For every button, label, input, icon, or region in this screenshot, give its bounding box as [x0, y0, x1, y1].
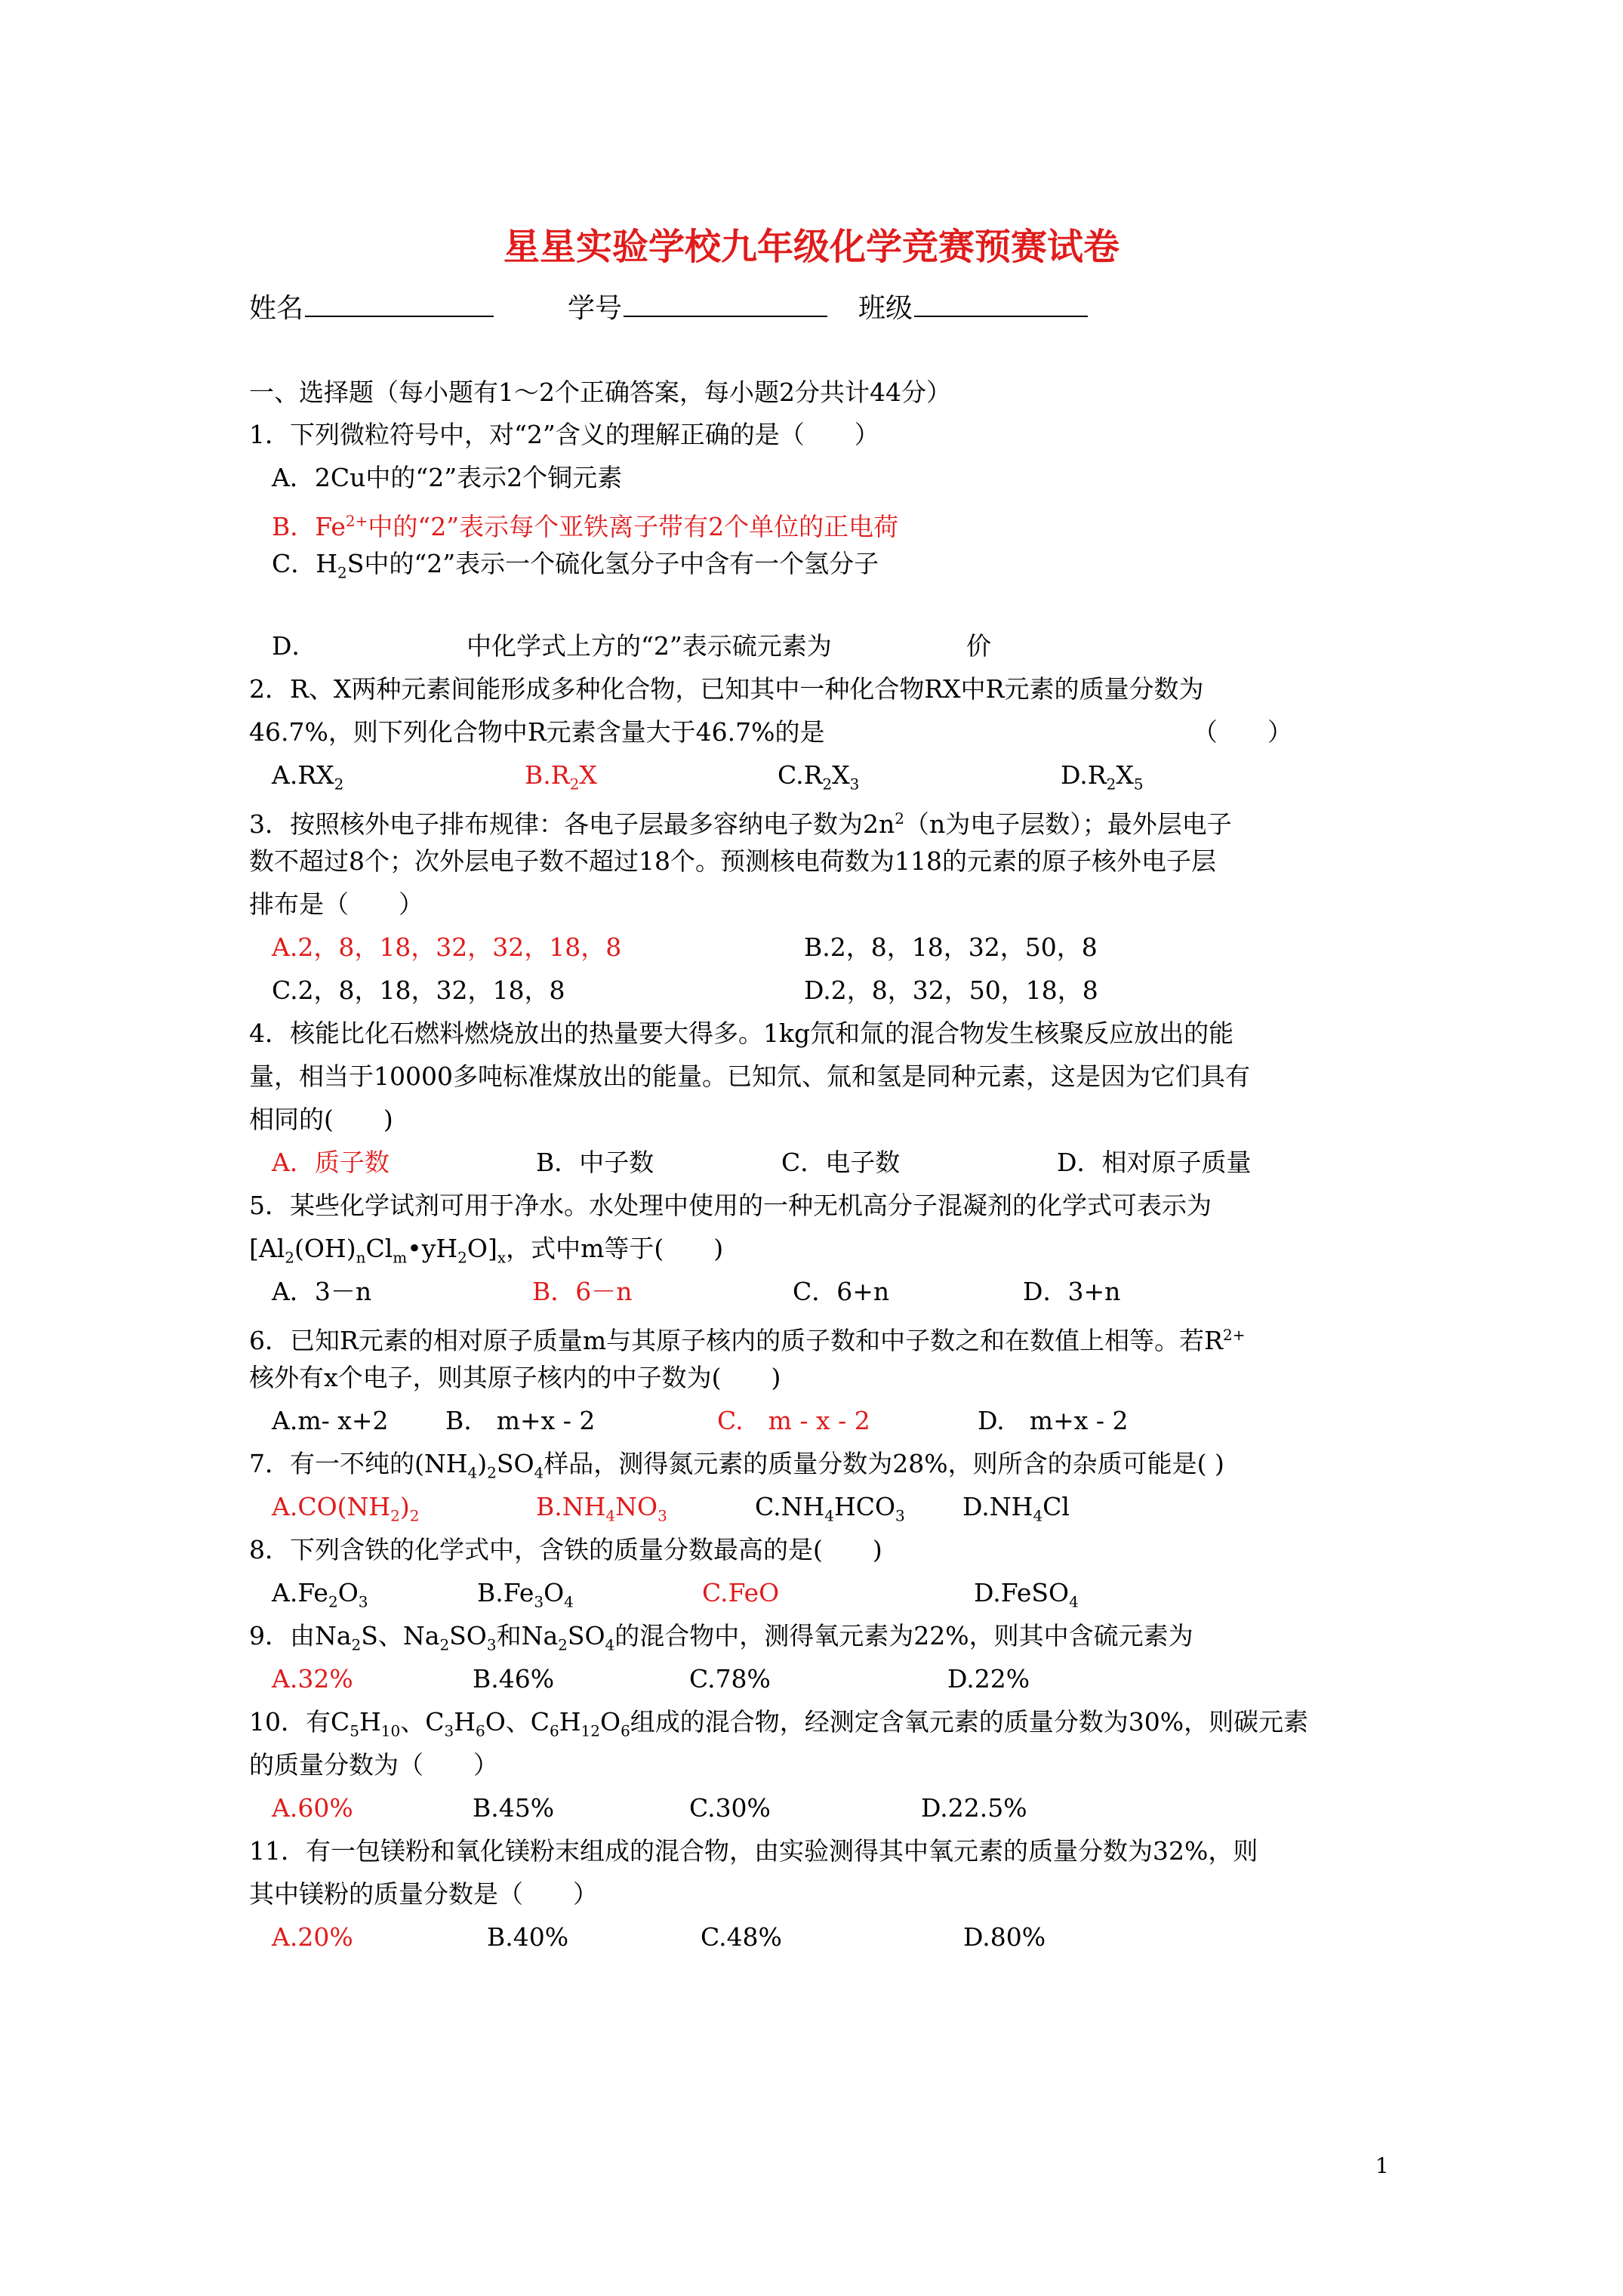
question-6-stem-line2: 核外有x个电子，则其原子核内的中子数为( ) — [249, 1363, 781, 1392]
question-6-option-d: D. m+x - 2 — [978, 1406, 1129, 1435]
question-4-option-a: A．质子数 — [272, 1148, 390, 1177]
question-9-stem: 9．由$Na_2S$、$Na_2SO_3$和$Na_2SO_4$的混合物中，测得氧元素为22%，则其中含硫元素为 — [249, 1621, 1193, 1654]
question-2-answer-paren: （ ） — [1193, 717, 1292, 747]
question-11-stem-line2: 其中镁粉的质量分数是（ ） — [249, 1879, 598, 1909]
name-blank[interactable] — [305, 288, 494, 317]
question-4-option-c: C．电子数 — [781, 1148, 901, 1177]
question-5-stem-line1: 5．某些化学试剂可用于净水。水处理中使用的一种无机高分子混凝剂的化学式可表示为 — [249, 1191, 1212, 1220]
class-label: 班级 — [858, 293, 913, 324]
question-1-option-b: B．$Fe^{2+}$中的“2”表示每个亚铁离子带有2个单位的正电荷 — [272, 512, 899, 541]
question-2-stem-line1: 2．R、X两种元素间能形成多种化合物，已知其中一种化合物RX中R元素的质量分数为 — [249, 674, 1204, 704]
question-4-option-b: B．中子数 — [536, 1148, 654, 1177]
question-3-stem-line1: 3．按照核外电子排布规律：各电子层最多容纳电子数为$2n^2(n$为电子层数）；最外层电子 — [249, 809, 1232, 839]
question-10-option-b: B.45% — [473, 1793, 555, 1823]
question-7-option-d: $D.NH_4Cl$ — [962, 1492, 1070, 1525]
question-11-option-d: D.80% — [963, 1922, 1046, 1952]
name-field[interactable] — [249, 287, 494, 325]
question-11-option-c: C.48% — [701, 1922, 782, 1952]
question-4-stem-line2: 量，相当于10000多吨标准煤放出的能量。已知氘、氚和氢是同种元素，这是因为它们具有 — [249, 1062, 1250, 1091]
question-6-option-c: C. m - x - 2 — [717, 1406, 870, 1435]
student-number-blank[interactable] — [624, 288, 827, 317]
question-9-option-a: A.32% — [272, 1664, 353, 1693]
question-4-stem-line3: 相同的( ) — [249, 1105, 393, 1134]
question-3-stem-line3: 排布是（ ） — [249, 889, 423, 919]
question-5-option-a: A．3－n — [272, 1277, 372, 1306]
question-3-option-a: A.2，8，18，32，32，18，8 — [272, 932, 622, 962]
question-2-option-a: $A.RX_2$ — [272, 760, 344, 794]
question-1-option-d-tail: 价 — [966, 631, 991, 661]
question-9-option-d: D.22% — [947, 1664, 1030, 1693]
question-11-option-b: B.40% — [487, 1922, 569, 1952]
page-number: 1 — [1375, 2153, 1389, 2178]
question-10-option-c: C.30% — [689, 1793, 771, 1823]
question-8-stem: 8．下列含铁的化学式中，含铁的质量分数最高的是( ) — [249, 1535, 882, 1564]
question-1-option-d-text: 中化学式上方的“2”表示硫元素为 — [467, 631, 832, 661]
question-5-option-b: B．6－n — [532, 1277, 633, 1306]
question-10-option-d: D.22.5% — [921, 1793, 1027, 1823]
question-2-option-b: $B.R_2X$ — [525, 760, 597, 794]
question-9-option-b: B.46% — [473, 1664, 555, 1693]
question-2-option-d: $D.R_2X_5$ — [1061, 760, 1144, 794]
question-7-option-b: $B.NH_4NO_3$ — [536, 1492, 667, 1525]
question-4-stem-line1: 4．核能比化石燃料燃烧放出的热量要大得多。1kg氘和氚的混合物发生核聚反应放出的能 — [249, 1019, 1234, 1048]
question-10-stem-line1: 10．有$C_5H_{10}$、$C_3H_6O$、$C_6H_{12}O_6$组成的混合物，经测定含氧元素的质量分数为30%，则碳元素 — [249, 1707, 1309, 1740]
student-number-label: 学号 — [568, 293, 623, 324]
question-1-option-d-label: D． — [272, 631, 317, 661]
question-4-option-d: D．相对原子质量 — [1057, 1148, 1252, 1177]
student-number-field[interactable] — [568, 287, 827, 325]
question-10-stem-line2: 的质量分数为（ ） — [249, 1750, 498, 1780]
question-11-stem-line1: 11．有一包镁粉和氧化镁粉末组成的混合物，由实验测得其中氧元素的质量分数为32%，则 — [249, 1836, 1258, 1866]
question-8-option-d: D.FeSO$_4$ — [974, 1578, 1079, 1611]
question-6-option-b: B. m+x - 2 — [445, 1406, 596, 1435]
question-3-option-b: B.2，8，18，32，50，8 — [804, 932, 1098, 962]
class-blank[interactable] — [914, 288, 1088, 317]
question-3-option-d: D.2，8，32，50，18，8 — [804, 975, 1098, 1005]
question-9-option-c: C.78% — [689, 1664, 771, 1693]
page-title: 星星实验学校九年级化学竞赛预赛试卷 — [503, 226, 1119, 268]
question-5-option-d: D．3+n — [1023, 1277, 1121, 1306]
question-1-stem: 1．下列微粒符号中，对“2”含义的理解正确的是（ ） — [249, 420, 879, 449]
question-11-option-a: A.20% — [272, 1922, 353, 1952]
question-8-option-c: C.FeO — [702, 1578, 780, 1607]
question-8-option-a: $A.Fe_2O_3$ — [272, 1578, 368, 1611]
question-7-option-a: $A.CO(NH_2)_2$ — [272, 1492, 420, 1525]
question-1-option-c: C．$H_2S$中的“2”表示一个硫化氢分子中含有一个氢分子 — [272, 549, 879, 582]
question-7-option-c: $C.NH_4HCO_3$ — [755, 1492, 905, 1525]
question-2-stem-line2: 46.7%，则下列化合物中R元素含量大于46.7%的是 — [249, 717, 825, 747]
question-6-stem-line1: 6．已知R元素的相对原子质量m与其原子核内的质子数和中子数之和在数值上相等。若$R^{2+}$ — [249, 1326, 1246, 1355]
class-field[interactable] — [858, 287, 1088, 325]
question-7-stem: 7．有一不纯的$(NH_4)_2SO_4$样品，测得氮元素的质量分数为28%，则所含的杂质可能是( ) — [249, 1449, 1224, 1482]
question-6-option-a: A.m- x+2 — [272, 1406, 389, 1435]
question-3-stem-line2: 数不超过8个；次外层电子数不超过18个。预测核电荷数为118的元素的原子核外电子层 — [249, 846, 1216, 876]
question-8-option-b: $B.Fe_3O_4$ — [477, 1578, 574, 1611]
question-3-option-c: C.2，8，18，32，18，8 — [272, 975, 565, 1005]
question-1-option-a: A．2Cu中的“2”表示2个铜元素 — [272, 463, 623, 492]
question-2-option-c: $C.R_2X_3$ — [778, 760, 860, 794]
name-label: 姓名 — [249, 293, 304, 324]
section-heading: 一、选择题（每小题有1～2个正确答案，每小题2分共计44分） — [249, 378, 951, 407]
question-10-option-a: A.60% — [272, 1793, 353, 1823]
question-5-option-c: C．6+n — [793, 1277, 890, 1306]
question-5-formula: $[Al_2(OH)_nCl_m•yH_2O]_x$，式中m等于( ) — [249, 1234, 724, 1267]
